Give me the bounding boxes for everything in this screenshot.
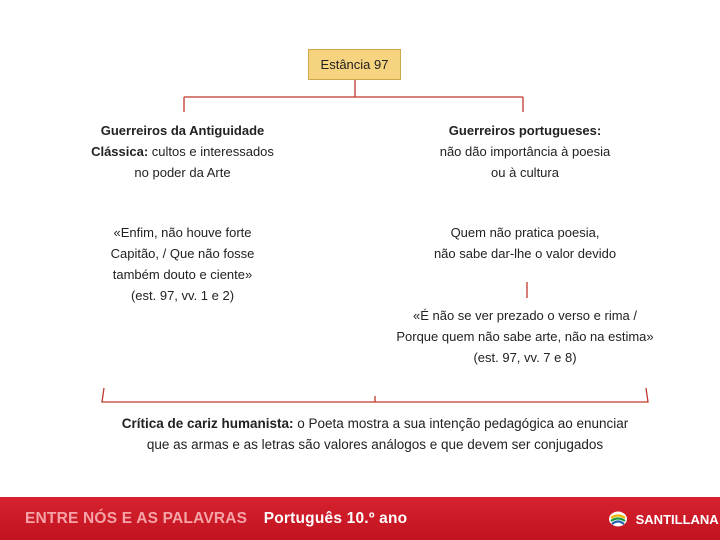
left-heading-line3: no poder da Arte — [134, 165, 231, 180]
right-sub-line1: Quem não pratica poesia, — [450, 225, 600, 240]
right-quote — [370, 305, 680, 368]
left-heading-bold2: Clássica: — [91, 144, 149, 159]
footer-series: ENTRE NÓS E AS PALAVRAS — [25, 510, 248, 527]
right-sub-line2: não sabe dar-lhe o valor devido — [433, 246, 617, 261]
left-heading-bold: Guerreiros da Antiguidade — [100, 123, 265, 138]
right-subtext — [400, 222, 650, 264]
right-heading-line3: ou à cultura — [491, 165, 559, 180]
left-quote-ref: (est. 97, vv. 1 e 2) — [130, 288, 235, 303]
left-quote-line2: Capitão, / Que não fosse — [110, 246, 255, 261]
left-quote-line3: também douto e ciente» — [112, 267, 253, 282]
footer-bar — [0, 497, 720, 540]
brand-name: SANTILLANA — [635, 512, 719, 527]
left-quote-line1: «Enfim, não houve forte — [113, 225, 252, 240]
left-quote — [75, 222, 290, 306]
stanza-title: Estância 97 — [320, 57, 389, 72]
right-quote-ref: (est. 97, vv. 7 e 8) — [473, 350, 577, 365]
right-heading-bold: Guerreiros portugueses: — [448, 123, 602, 138]
left-heading — [60, 120, 305, 183]
conclusion-bold: Crítica de cariz humanista: — [121, 416, 294, 431]
conclusion — [60, 413, 690, 455]
right-quote-line2: Porque quem não sabe arte, não na estima» — [396, 329, 654, 344]
right-heading-line2: não dão importância à poesia — [439, 144, 611, 159]
right-quote-line1: «É não se ver prezado o verso e rima / — [412, 308, 637, 323]
footer-title — [25, 510, 407, 528]
stanza-title-box — [308, 49, 401, 80]
santillana-icon — [608, 510, 628, 528]
conclusion-line2: que as armas e as letras são valores análogos e que devem ser conjugados — [146, 437, 604, 452]
brand-logo — [608, 510, 719, 528]
conclusion-rest: o Poeta mostra a sua intenção pedagógica ao enunciar — [293, 416, 629, 431]
footer-subject: Português 10.º ano — [263, 510, 408, 527]
left-heading-rest: cultos e interessados — [148, 144, 274, 159]
right-heading — [400, 120, 650, 183]
